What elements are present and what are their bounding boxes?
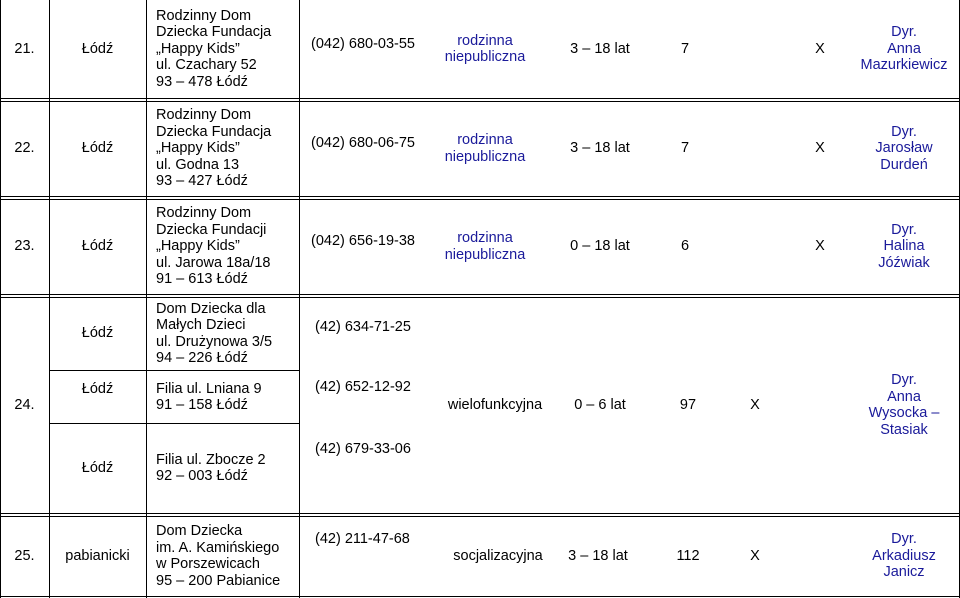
col-line xyxy=(146,0,147,598)
city-cell: Łódź xyxy=(81,325,114,342)
mark-cell: X xyxy=(815,140,825,157)
type-cell: rodzinna niepubliczna xyxy=(444,132,526,165)
city-cell: Łódź xyxy=(81,238,114,255)
city-cell: Łódź xyxy=(81,40,114,57)
type-cell: rodzinna niepubliczna xyxy=(444,230,526,263)
phone-cell: (42) 679-33-06 xyxy=(315,440,411,457)
row-number: 25. xyxy=(14,547,35,564)
age-cell: 0 – 18 lat xyxy=(570,238,630,255)
phone-cell: (042) 680-03-55 xyxy=(311,35,415,52)
col-line xyxy=(299,0,300,598)
director-cell: Dyr. Arkadiusz Janicz xyxy=(872,531,936,581)
row-number: 23. xyxy=(14,238,35,255)
mark-cell: X xyxy=(815,238,825,255)
director-cell: Dyr. Halina Jóźwiak xyxy=(878,221,930,271)
row-divider xyxy=(0,596,960,597)
director-cell: Dyr. Jarosław Durdeń xyxy=(875,123,933,173)
count-cell: 112 xyxy=(676,547,700,564)
address-cell: Dom Dziecka dla Małych Dzieci ul. Drużynowa 3/5 94 – 226 Łódź xyxy=(156,300,273,366)
phone-cell: (042) 680-06-75 xyxy=(311,135,415,152)
address-cell: Filia ul. Lniana 9 91 – 158 Łódź xyxy=(156,380,262,413)
count-cell: 7 xyxy=(680,40,690,57)
address-cell: Rodzinny Dom Dziecka Fundacji „Happy Kids” ul. Jarowa 18a/18 91 – 613 Łódź xyxy=(156,205,271,288)
city-cell: pabianicki xyxy=(65,547,130,564)
phone-cell: (42) 652-12-92 xyxy=(315,378,411,395)
mark-cell: X xyxy=(750,396,760,413)
address-cell: Rodzinny Dom Dziecka Fundacja „Happy Kids” ul. Czachary 52 93 – 478 Łódź xyxy=(156,7,272,90)
count-cell: 6 xyxy=(680,238,690,255)
address-cell: Rodzinny Dom Dziecka Fundacja „Happy Kids” ul. Godna 13 93 – 427 Łódź xyxy=(156,107,272,190)
count-cell: 7 xyxy=(680,140,690,157)
row-divider xyxy=(0,196,960,197)
row-divider xyxy=(0,294,960,295)
row-divider xyxy=(0,98,960,99)
director-cell: Dyr. Anna Mazurkiewicz xyxy=(860,24,948,74)
city-cell: Łódź xyxy=(81,459,114,476)
subrow-divider xyxy=(49,423,299,424)
mark-cell: X xyxy=(815,40,825,57)
mark-cell: X xyxy=(750,547,760,564)
row-number: 24. xyxy=(14,396,35,413)
row-number: 21. xyxy=(14,40,35,57)
phone-cell: (042) 656-19-38 xyxy=(311,233,415,250)
phone-cell: (42) 211-47-68 xyxy=(315,530,410,547)
age-cell: 3 – 18 lat xyxy=(570,140,630,157)
type-cell: rodzinna niepubliczna xyxy=(444,32,526,65)
age-cell: 3 – 18 lat xyxy=(570,40,630,57)
type-cell: socjalizacyjna xyxy=(453,547,543,564)
phone-cell: (42) 634-71-25 xyxy=(315,318,411,335)
row-divider xyxy=(0,513,960,514)
address-cell: Filia ul. Zbocze 2 92 – 003 Łódź xyxy=(156,451,266,484)
city-cell: Łódź xyxy=(81,380,114,397)
address-cell: Dom Dziecka im. A. Kamińskiego w Porszewicach 95 – 200 Pabianice xyxy=(156,523,281,589)
count-cell: 97 xyxy=(679,396,697,413)
type-cell: wielofunkcyjna xyxy=(447,396,543,413)
row-number: 22. xyxy=(14,140,35,157)
director-cell: Dyr. Anna Wysocka – Stasiak xyxy=(868,372,940,438)
city-cell: Łódź xyxy=(81,140,114,157)
age-cell: 0 – 6 lat xyxy=(574,396,626,413)
age-cell: 3 – 18 lat xyxy=(568,547,628,564)
